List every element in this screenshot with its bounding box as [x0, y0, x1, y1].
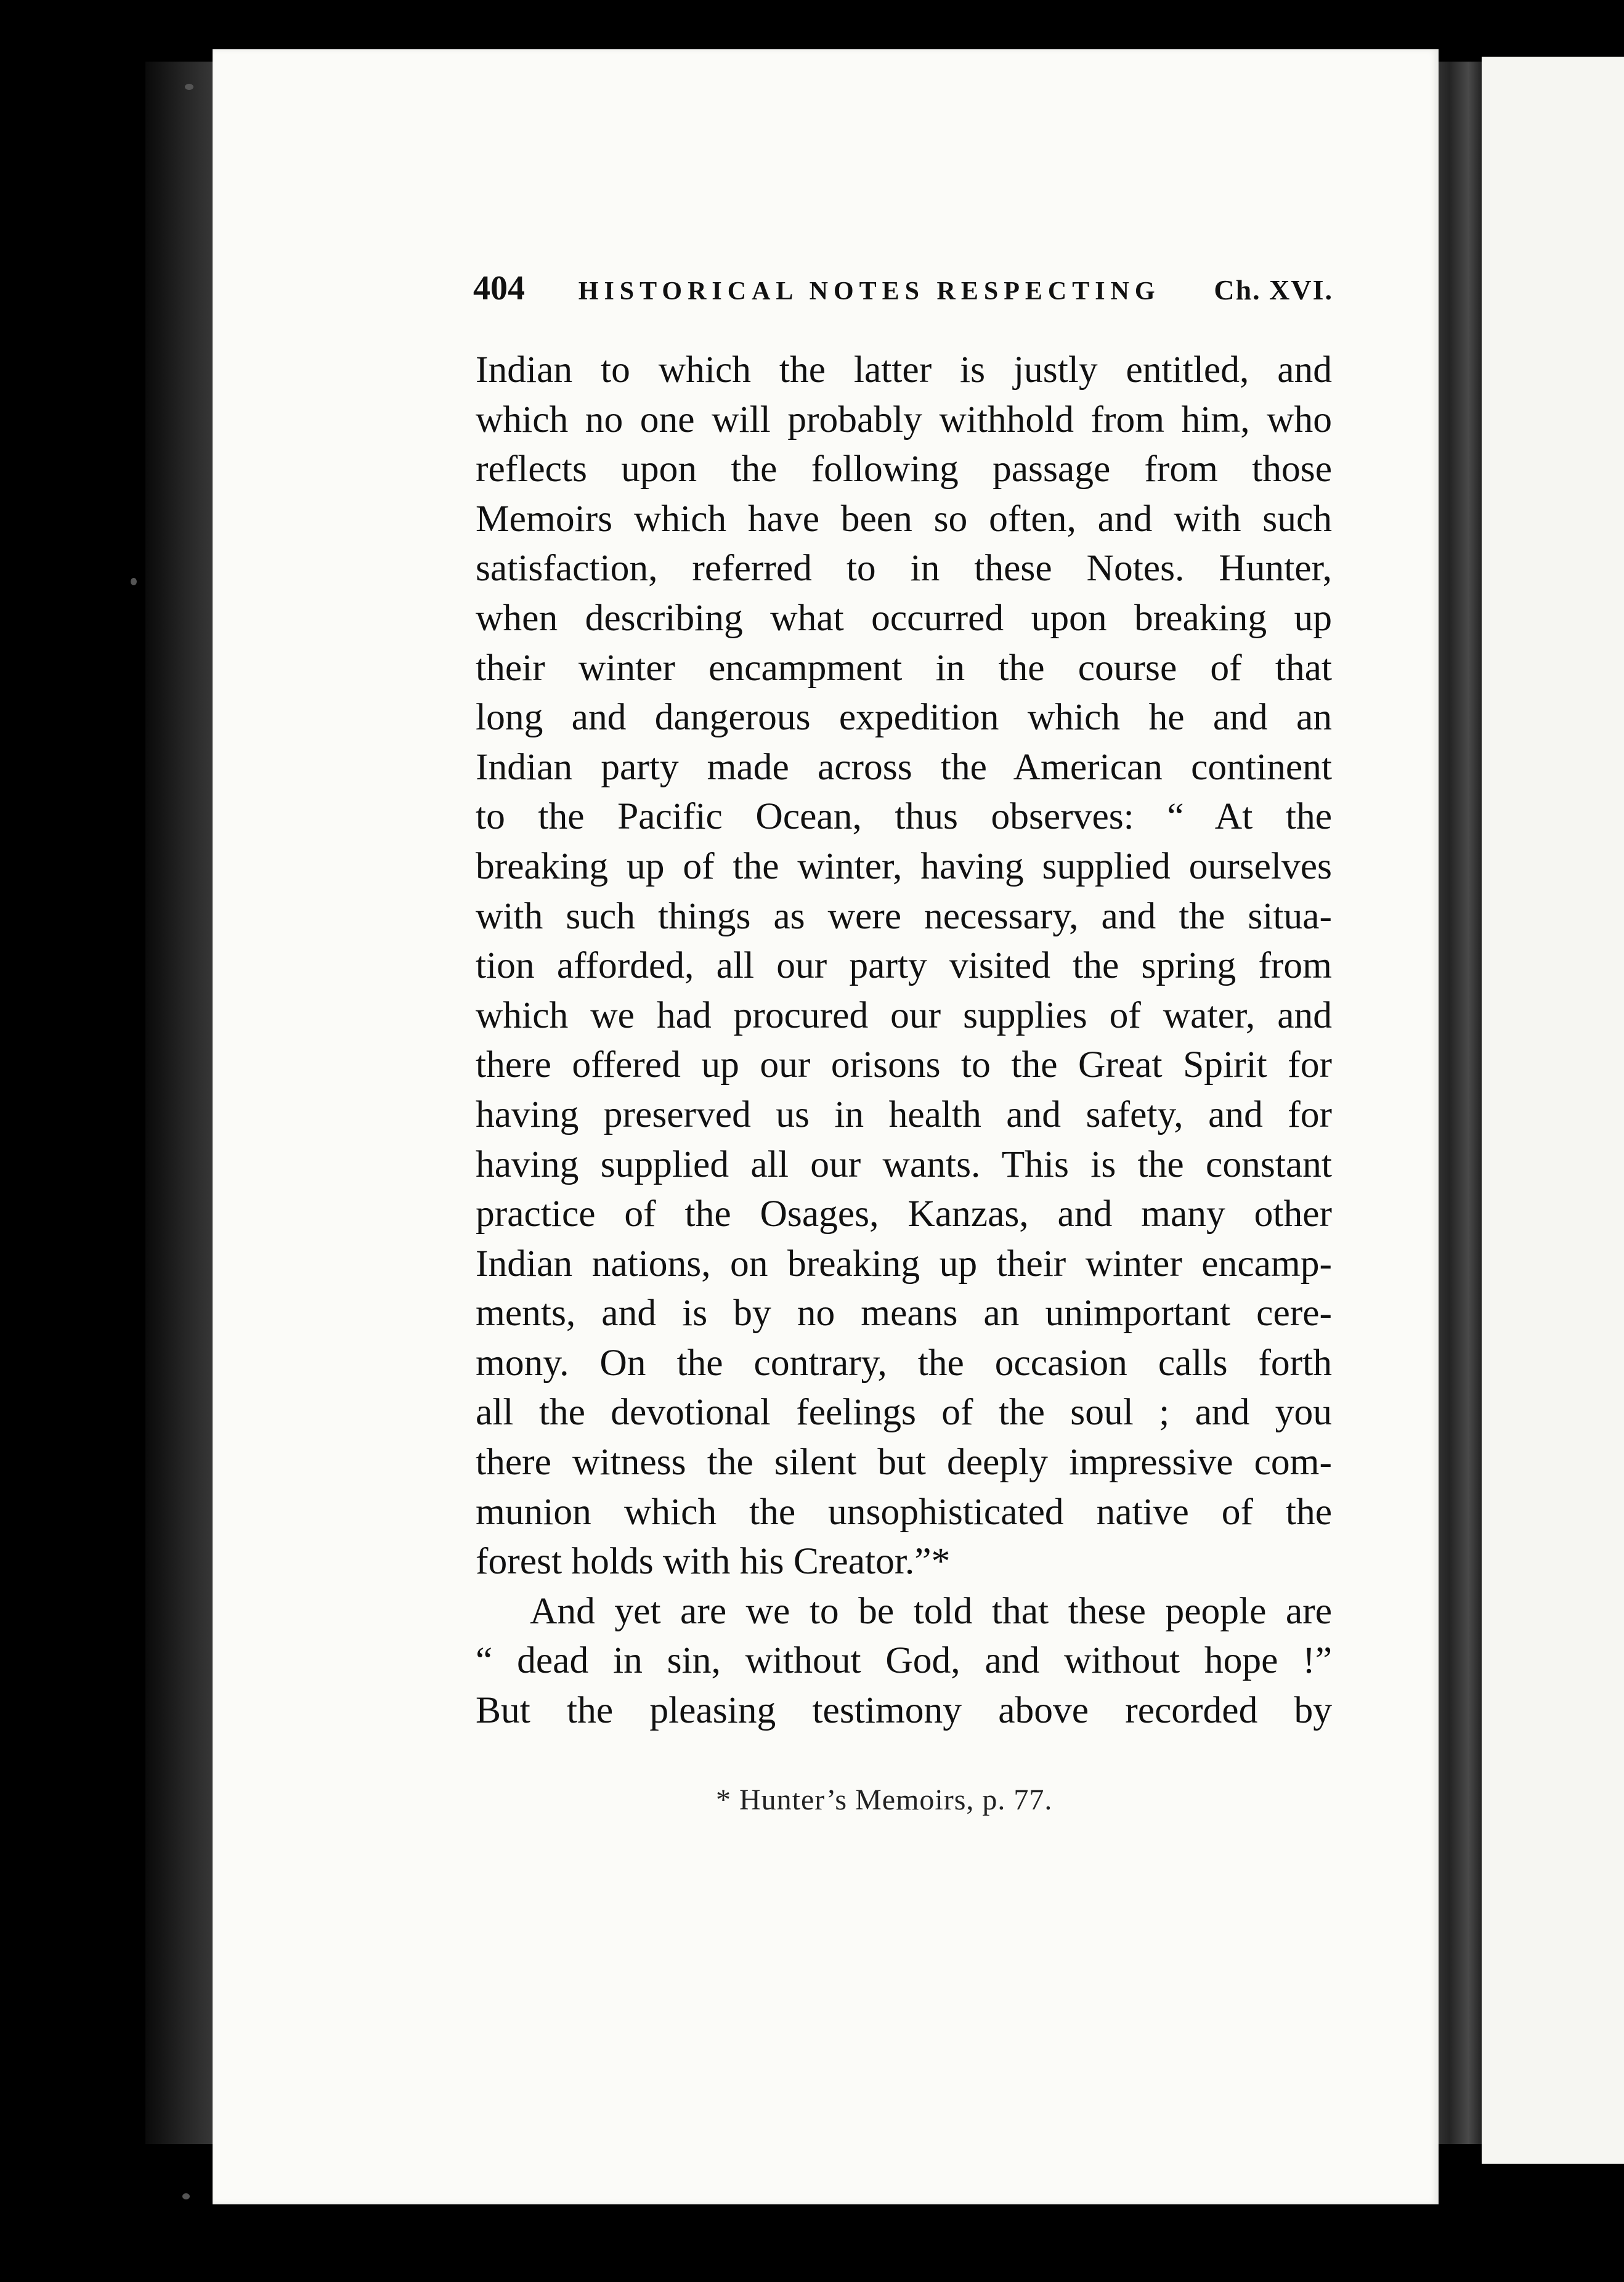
- text-line: there offered up our orisons to the Great Spirit for: [476, 1044, 1332, 1086]
- text-line: But the pleasing testimony above recorded by: [476, 1689, 1332, 1732]
- text-line: long and dangerous expedition which he and an: [476, 696, 1332, 739]
- book-gutter: [1431, 62, 1485, 2144]
- text-line: with such things as were necessary, and the situa-: [476, 895, 1332, 937]
- text-line: their winter encampment in the course of that: [476, 646, 1332, 689]
- text-line: which we had procured our supplies of water, and: [476, 994, 1332, 1036]
- text-line: having preserved us in health and safety, and for: [476, 1093, 1332, 1135]
- facing-page-edge: [1482, 57, 1624, 2164]
- scan-speck: [182, 2193, 190, 2199]
- text-line: tion afforded, all our party visited the spring from: [476, 944, 1332, 987]
- text-line: satisfaction, referred to in these Notes. Hunter,: [476, 547, 1332, 590]
- text-line: there witness the silent but deeply impressive com-: [476, 1441, 1332, 1484]
- text-line: Memoirs which have been so often, and with such: [476, 497, 1332, 540]
- scan-speck: [131, 578, 137, 585]
- text-line: to the Pacific Ocean, thus observes: “ At the: [476, 795, 1332, 838]
- chapter-label: Ch. XVI.: [1214, 274, 1333, 306]
- text-line: practice of the Osages, Kanzas, and many other: [476, 1193, 1332, 1235]
- text-line: Indian party made across the American continent: [476, 745, 1332, 788]
- footnote: * Hunter’s Memoirs, p. 77.: [716, 1784, 1053, 1816]
- running-head-title: HISTORICAL NOTES RESPECTING: [578, 277, 1161, 306]
- text-line: “ dead in sin, without God, and without hope !”: [476, 1639, 1332, 1682]
- text-line: ments, and is by no means an unimportant cere-: [476, 1292, 1332, 1334]
- text-line: reflects upon the following passage from those: [476, 448, 1332, 490]
- running-head: [473, 269, 1333, 308]
- body-text: [476, 345, 1332, 1736]
- text-line: mony. On the contrary, the occasion calls forth: [476, 1341, 1332, 1384]
- text-line: having supplied all our wants. This is the constant: [476, 1143, 1332, 1185]
- page-number: 404: [473, 269, 525, 307]
- page-block-edge: [145, 62, 218, 2144]
- text-line: munion which the unsophisticated native of the: [476, 1490, 1332, 1533]
- text-line: breaking up of the winter, having supplied ourselves: [476, 845, 1332, 887]
- text-line: And yet are we to be told that these people are: [530, 1590, 1332, 1632]
- text-line: Indian to which the latter is justly entitled, and: [476, 349, 1332, 391]
- text-line: all the devotional feelings of the soul ; and you: [476, 1391, 1332, 1434]
- text-line: forest holds with his Creator.”*: [476, 1540, 951, 1583]
- text-line: which no one will probably withhold from him, who: [476, 398, 1332, 441]
- text-line: when describing what occurred upon breaking up: [476, 596, 1332, 639]
- text-line: Indian nations, on breaking up their winter encamp-: [476, 1242, 1332, 1285]
- scan-speck: [185, 84, 193, 90]
